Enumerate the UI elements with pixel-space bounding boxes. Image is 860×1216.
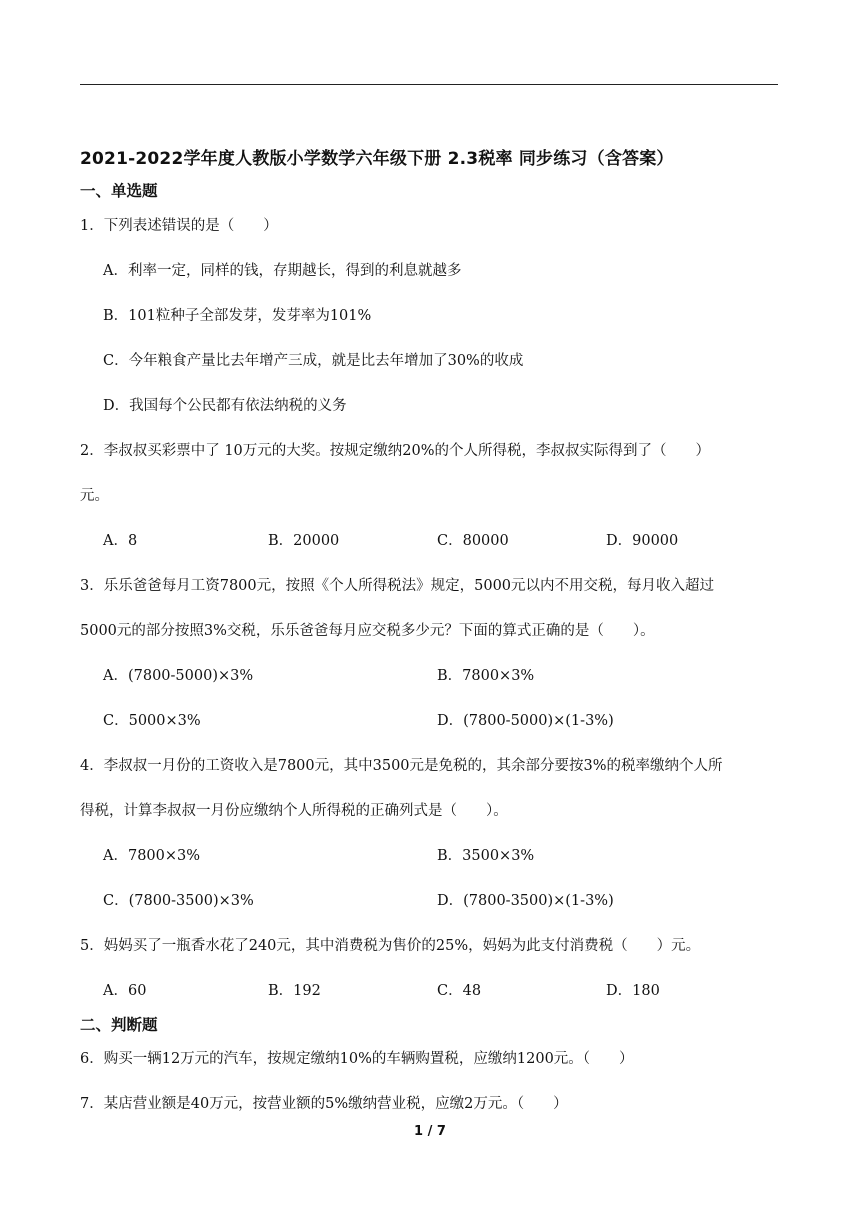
question-4-option-c[interactable]: C．(7800-3500)×3% xyxy=(103,893,254,909)
question-1-stem: 1．下列表述错误的是（ ） xyxy=(80,218,278,234)
question-2-option-d[interactable]: D．90000 xyxy=(606,533,679,549)
question-5-option-d[interactable]: D．180 xyxy=(606,983,660,999)
section-heading-single-choice: 一、单选题 xyxy=(80,182,158,200)
question-6-stem: 6．购买一辆12万元的汽车，按规定缴纳10%的车辆购置税，应缴纳1200元。（ ） xyxy=(80,1051,634,1067)
question-3-option-d[interactable]: D．(7800-5000)×(1-3%) xyxy=(437,713,614,729)
question-3-option-b[interactable]: B．7800×3% xyxy=(437,668,535,684)
question-5-stem: 5．妈妈买了一瓶香水花了240元，其中消费税为售价的25%，妈妈为此支付消费税（ ）元。 xyxy=(80,938,701,954)
question-3-stem-line2: 5000元的部分按照3%交税，乐乐爸爸每月应交税多少元？下面的算式正确的是（ ）。 xyxy=(80,623,655,639)
page-number: 1 / 7 xyxy=(414,1124,446,1139)
question-3-option-c[interactable]: C．5000×3% xyxy=(103,713,201,729)
question-1-option-a[interactable]: A．利率一定，同样的钱，存期越长，得到的利息就越多 xyxy=(103,263,462,279)
question-2-option-a[interactable]: A．8 xyxy=(103,533,138,549)
question-5-option-a[interactable]: A．60 xyxy=(103,983,147,999)
question-1-option-c[interactable]: C．今年粮食产量比去年增产三成，就是比去年增加了30%的收成 xyxy=(103,353,524,369)
question-3-stem-line1: 3．乐乐爸爸每月工资7800元，按照《个人所得税法》规定，5000元以内不用交税，每月收入超过 xyxy=(80,578,715,594)
question-3-option-a[interactable]: A．(7800-5000)×3% xyxy=(103,668,254,684)
question-4-option-a[interactable]: A．7800×3% xyxy=(103,848,201,864)
question-5-option-b[interactable]: B．192 xyxy=(268,983,321,999)
question-4-option-d[interactable]: D．(7800-3500)×(1-3%) xyxy=(437,893,614,909)
question-2-option-c[interactable]: C．80000 xyxy=(437,533,509,549)
question-2-option-b[interactable]: B．20000 xyxy=(268,533,340,549)
header-rule xyxy=(80,84,778,85)
question-4-stem-line1: 4．李叔叔一月份的工资收入是7800元，其中3500元是免税的，其余部分要按3%的税率缴纳个人所 xyxy=(80,758,723,774)
question-2-stem-line2: 元。 xyxy=(80,488,109,504)
question-5-option-c[interactable]: C．48 xyxy=(437,983,482,999)
question-4-option-b[interactable]: B．3500×3% xyxy=(437,848,535,864)
document-title: 2021-2022学年度人教版小学数学六年级下册 2.3税率 同步练习（含答案） xyxy=(80,149,674,169)
section-heading-true-false: 二、判断题 xyxy=(80,1016,158,1034)
question-7-stem: 7．某店营业额是40万元，按营业额的5%缴纳营业税，应缴2万元。（ ） xyxy=(80,1096,568,1112)
question-2-stem-line1: 2．李叔叔买彩票中了 10万元的大奖。按规定缴纳20%的个人所得税，李叔叔实际得到了（ ） xyxy=(80,443,711,459)
question-4-stem-line2: 得税，计算李叔叔一月份应缴纳个人所得税的正确列式是（ ）。 xyxy=(80,803,508,819)
question-1-option-d[interactable]: D．我国每个公民都有依法纳税的义务 xyxy=(103,398,347,414)
question-1-option-b[interactable]: B．101粒种子全部发芽，发芽率为101% xyxy=(103,308,372,324)
